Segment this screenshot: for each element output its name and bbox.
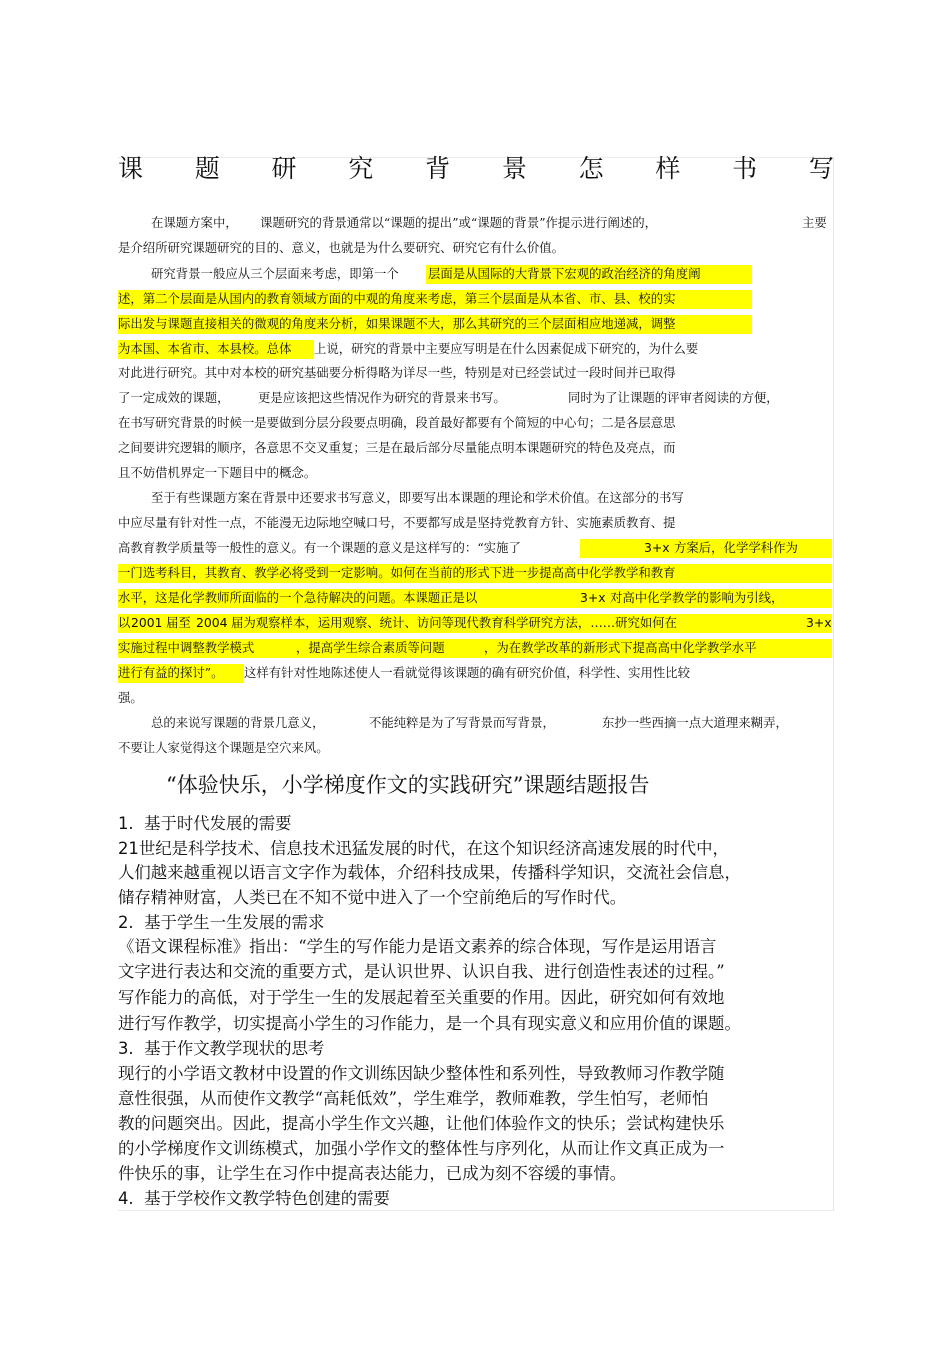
section-heading-text: 基于学生一生发展的需求 [144, 913, 325, 932]
text-line: 中应尽量有针对性一点，不能漫无边际地空喊口号，不要都写成是坚持党教育方针、实施素质教育、提 [118, 515, 676, 530]
text-line: 研究背景一般应从三个层面来考虑，即第一个 [151, 266, 399, 281]
text-line-highlighted: 届至 [166, 615, 191, 630]
section-number: 1. [118, 814, 134, 833]
title-char: 怎 [578, 154, 604, 183]
text-line: 之间要讲究逻辑的顺序，各意思不交叉重复；三是在最后部分尽量能点明本课题研究的特色及亮点，而 [118, 440, 676, 455]
text-line [118, 837, 729, 861]
text-line: 写作能力的高低，对于学生一生的发展起着至关重要的作用。因此，研究如何有效地 [118, 988, 725, 1007]
text-line: 教的问题突出。因此，提高小学生作文兴趣，让他们体验作文的快乐；尝试构建快乐 [118, 1114, 725, 1133]
text-line: 对此进行研究。其中对本校的研究基础要分析得略为详尽一些，特别是对已经尝试过一段时间并已取得 [118, 365, 676, 380]
text-line-highlighted: ，为在教学改革的新形式下提高高中化学教学水平 [484, 640, 757, 655]
text-line: 在课题方案中， [151, 215, 238, 230]
section-heading-text: 基于时代发展的需要 [144, 814, 292, 833]
section-heading-1 [118, 812, 292, 836]
title-char: 书 [732, 154, 758, 183]
text-span: 世纪是科学技术、信息技术迅猛发展的时代，在这个知识经济高速发展的时代中， [138, 839, 729, 858]
text-line-highlighted: 进行有益的探讨”。 [118, 665, 224, 680]
section-heading-text: 基于学校作文教学特色创建的需要 [144, 1189, 390, 1208]
text-line: 总的来说写课题的背景几意义， [151, 715, 325, 730]
section-heading-4 [118, 1187, 390, 1211]
text-line-highlighted: 届为观察样本，运用观察、统计、访问等现代教育科学研究方法，……研究如何在 [231, 615, 678, 630]
text-line: 现行的小学语文教材中设置的作文训练因缺少整体性和系列性，导致教师习作教学随 [118, 1064, 725, 1083]
report-title: “体验快乐，小学梯度作文的实践研究”课题结题报告 [166, 773, 650, 797]
text-line: 是介绍所研究课题研究的目的、意义，也就是为什么要研究、研究它有什么价值。 [118, 240, 565, 255]
text-line: 《语文课程标准》指出：“学生的写作能力是语文素养的综合体现，写作是运用语言 [118, 937, 717, 956]
text-line: 人们越来越重视以语言文字作为载体，介绍科技成果，传播科学知识，交流社会信息， [118, 863, 741, 882]
text-line: 储存精神财富，人类已在不知不觉中进入了一个空前绝后的写作时代。 [118, 888, 627, 907]
title-char: 景 [501, 154, 527, 183]
text-line-highlighted: 3+x [806, 615, 832, 630]
text-line: 在书写研究背景的时候一是要做到分层分段要点明确，段首最好都要有个简短的中心句；二是各层意思 [118, 415, 676, 430]
text-line-highlighted: 实施过程中调整教学模式 [118, 640, 255, 655]
title-char: 样 [655, 154, 681, 183]
text-line-highlighted: 层面是从国际的大背景下宏观的政治经济的角度阐 [428, 266, 701, 281]
text-line-highlighted: 2004 [196, 615, 228, 630]
title-char: 研 [271, 154, 297, 183]
year-number: 21 [118, 839, 139, 858]
text-line: 不要让人家觉得这个课题是空穴来风。 [118, 740, 329, 755]
section-number: 4. [118, 1189, 134, 1208]
section-number: 3. [118, 1039, 134, 1058]
section-heading-2 [118, 911, 324, 935]
text-line: 件快乐的事，让学生在习作中提高表达能力，已成为刻不容缓的事情。 [118, 1164, 627, 1183]
text-line-highlighted: 对高中化学教学的影响为引线， [610, 590, 784, 605]
text-line: 课题研究的背景通常以“课题的提出”或“课题的背景”作提示进行阐述的， [260, 215, 658, 230]
text-line: 更是应该把这些情况作为研究的背景来书写。 [258, 390, 506, 405]
text-line-highlighted: 方案后，化学学科作为 [674, 540, 798, 555]
text-line: 进行写作教学，切实提高小学生的习作能力，是一个具有现实意义和应用价值的课题。 [118, 1014, 741, 1033]
text-line: 且不妨借机界定一下题目中的概念。 [118, 465, 317, 480]
text-line: 了一定成效的课题， [118, 390, 230, 405]
text-line-highlighted: 际出发与课题直接相关的微观的角度来分析，如果课题不大，那么其研究的三个层面相应地递减，调整 [118, 316, 676, 331]
text-line: 意性很强，从而使作文教学“高耗低效”，学生难学，教师难教，学生怕写，老师怕 [118, 1089, 709, 1108]
text-line: 上说，研究的背景中主要应写明是在什么因素促成下研究的，为什么要 [314, 341, 699, 356]
section-number: 2. [118, 913, 134, 932]
text-line: 同时为了让课题的评审者阅读的方便， [568, 390, 779, 405]
text-line-highlighted: 述，第二个层面是从国内的教育领域方面的中观的角度来考虑，第三个层面是从本省、市、县、校的实 [118, 291, 676, 306]
section-heading-3 [118, 1037, 324, 1061]
document-title [118, 152, 834, 186]
text-line-highlighted: 为本国、本省市、本县校。总体 [118, 341, 292, 356]
text-line: 强。 [118, 690, 143, 705]
text-line-highlighted: 3+x [580, 590, 606, 605]
text-line-highlighted: 2001 [131, 615, 163, 630]
text-line-highlighted: 以 [118, 615, 131, 630]
title-char: 背 [425, 154, 451, 183]
text-line: 高教育教学质量等一般性的意义。有一个课题的意义是这样写的：“实施了 [118, 540, 521, 555]
text-line: 这样有针对性地陈述使人一看就觉得该课题的确有研究价值，科学性、实用性比较 [244, 665, 691, 680]
text-line: 主要 [802, 215, 827, 230]
text-line: 东抄一些西摘一点大道理来糊弄， [602, 715, 788, 730]
text-line-highlighted: 水平，这是化学教师所面临的一个急待解决的问题。本课题正是以 [118, 590, 478, 605]
text-line-highlighted: 一门选考科目，其教育、教学必将受到一定影响。如何在当前的形式下进一步提高高中化学教学和教育 [118, 565, 676, 580]
text-line: 文字进行表达和交流的重要方式，是认识世界、认识自我、进行创造性表述的过程。” [118, 962, 725, 981]
text-line: 至于有些课题方案在背景中还要求书写意义，即要写出本课题的理论和学术价值。在这部分的书写 [151, 490, 684, 505]
text-line-highlighted: 3+x [644, 540, 670, 555]
title-char: 题 [194, 154, 220, 183]
title-char: 课 [118, 154, 144, 183]
title-char: 写 [808, 154, 834, 183]
text-line: 的小学梯度作文训练模式，加强小学作文的整体性与序列化，从而让作文真正成为一 [118, 1139, 725, 1158]
text-line-highlighted: ，提高学生综合素质等问题 [296, 640, 445, 655]
text-line: 不能纯粹是为了写背景而写背景， [369, 715, 555, 730]
title-char: 究 [348, 154, 374, 183]
section-heading-text: 基于作文教学现状的思考 [144, 1039, 325, 1058]
page-frame-right [833, 157, 834, 1211]
